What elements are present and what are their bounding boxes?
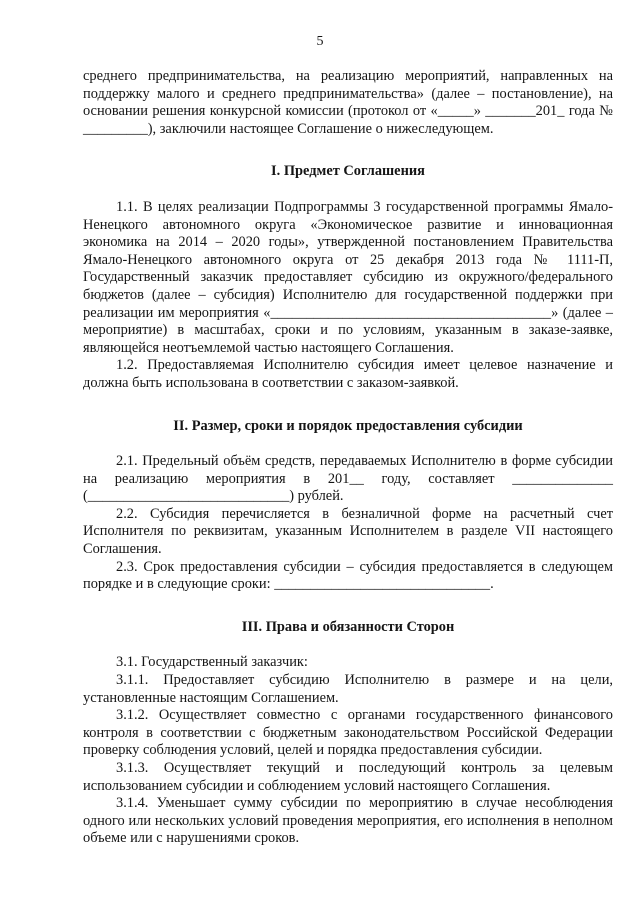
clause-2-2: 2.2. Субсидия перечисляется в безналичной форме на расчетный счет Исполнителя по реквизитам, указанным Исполнителем в разделе VII настоящего Соглашения. <box>83 505 613 558</box>
page-number: 5 <box>316 34 324 49</box>
clause-3-1-2: 3.1.2. Осуществляет совместно с органами государственного финансового контроля в соответствии с бюджетным законодательством Российской Федерации проверку соблюдения условий, целей и порядка предоставления субсидии. <box>83 707 613 759</box>
clause-3-1-4: 3.1.4. Уменьшает сумму субсидии по мероприятию в случае несоблюдения одного или нескольких условий проведения мероприятия, его исполнения в неполном объеме или с нарушениями сроков. <box>83 795 613 847</box>
clause-3-1-1: 3.1.1. Предоставляет субсидию Исполнителю в размере и на цели, установленные настоящим Соглашением. <box>83 672 613 706</box>
clause-1-1: 1.1. В целях реализации Подпрограммы 3 государственной программы Ямало-Ненецкого автономного округа «Экономическое развитие и инновационная экономика на 2014 – 2020 годы», утвержденной постановлением Правительства Ямало-Ненецкого автономного округа от 25 декабря 2013 года № 1111-П, Государственный заказчик предоставляет субсидию из окружного/федерального бюджетов (далее – субсидия) Исполнителю для государственной поддержки при реализации им мероприятия «_______________________________________» (далее – мероприятие) в масштабах, сроки и по условиям, указанным в заказе-заявке, являющейся неотъемлемой частью настоящего Соглашения. <box>83 198 613 356</box>
section-heading: II. Размер, сроки и порядок предоставления субсидии <box>173 417 523 434</box>
clause-3-1: 3.1. Государственный заказчик: <box>116 654 308 671</box>
intro-paragraph: среднего предпринимательства, на реализацию мероприятий, направленных на поддержку малого и среднего предпринимательства» (далее – постановление), на основании решения конкурсной комиссии (протокол от «_____» _______201_ года № _________), заключили настоящее Соглашение о нижеследующем. <box>83 68 613 137</box>
clause-3-1-3: 3.1.3. Осуществляет текущий и последующий контроль за целевым использованием субсидии и соблюдением условий настоящего Соглашения. <box>83 760 613 794</box>
section-heading: I. Предмет Соглашения <box>271 163 425 180</box>
section-heading: III. Права и обязанности Сторон <box>241 618 455 635</box>
clause-2-3: 2.3. Срок предоставления субсидии – субсидия предоставляется в следующем порядке и в следующие сроки: ______________________________. <box>83 558 613 593</box>
clause-2-1: 2.1. Предельный объём средств, передаваемых Исполнителю в форме субсидии на реализацию мероприятия в 201__ году, составляет ______________ (____________________________) рублей. <box>83 453 613 505</box>
section-subject <box>83 163 613 392</box>
section-size-terms <box>83 418 613 594</box>
document-body <box>83 68 613 848</box>
section-rights-obligations <box>83 619 613 848</box>
clause-1-2: 1.2. Предоставляемая Исполнителю субсидия имеет целевое назначение и должна быть использована в соответствии с заказом-заявкой. <box>83 357 613 391</box>
